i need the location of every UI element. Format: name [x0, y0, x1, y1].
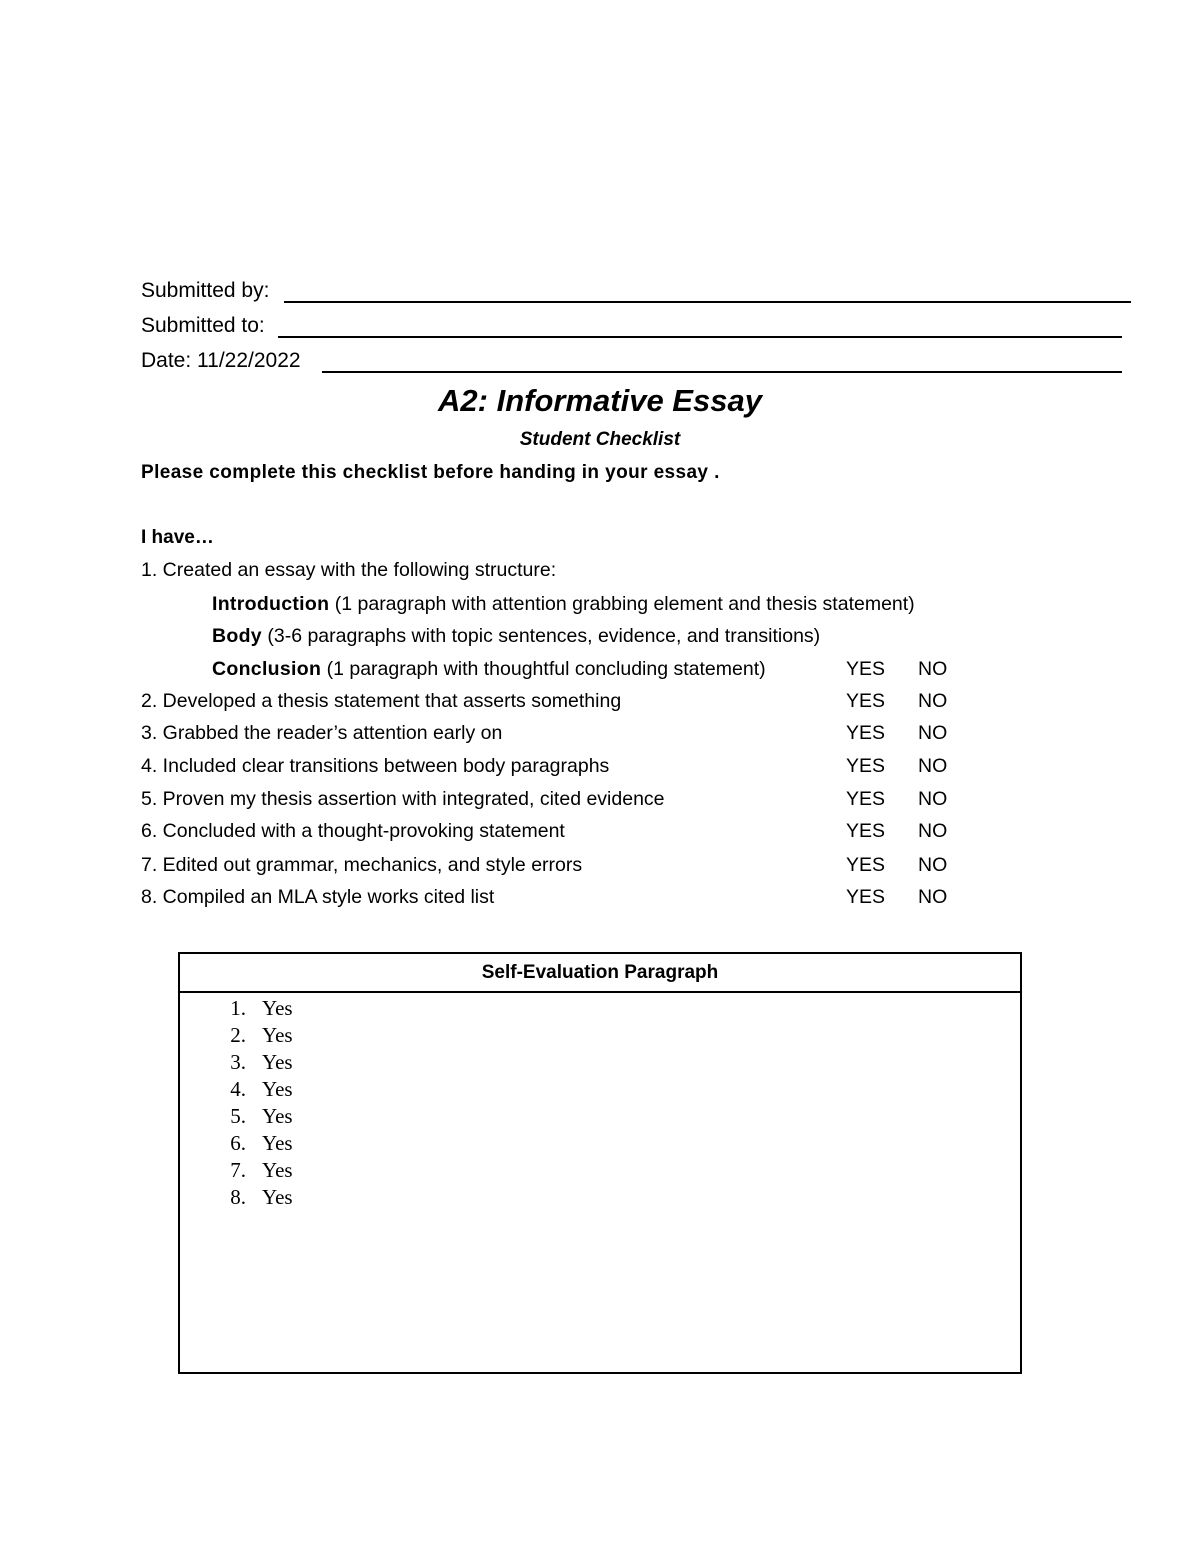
- structure-term: Body: [212, 625, 262, 647]
- yes-option[interactable]: YES: [846, 690, 886, 712]
- list-item-number: 4.: [230, 1077, 246, 1101]
- checklist-item: 5. Proven my thesis assertion with integrated, cited evidence: [141, 788, 665, 810]
- structure-introduction: [212, 590, 915, 618]
- no-option[interactable]: NO: [918, 755, 948, 777]
- no-option[interactable]: NO: [918, 722, 948, 744]
- no-option[interactable]: NO: [918, 658, 948, 680]
- submitted-by-line: [284, 301, 1131, 303]
- structure-desc: (3-6 paragraphs with topic sentences, evidence, and transitions): [261, 625, 821, 647]
- checklist-item-1: 1. Created an essay with the following structure:: [141, 559, 557, 581]
- checklist-item: 7. Edited out grammar, mechanics, and style errors: [141, 854, 583, 876]
- checklist-intro: I have…: [141, 527, 214, 548]
- yes-option[interactable]: YES: [846, 854, 886, 876]
- structure-desc: (1 paragraph with attention grabbing element and thesis statement): [329, 593, 915, 615]
- date-label: Date: 11/22/2022: [141, 349, 301, 372]
- structure-term: Introduction: [212, 593, 330, 615]
- yes-option[interactable]: YES: [846, 886, 886, 908]
- submitted-by-field: [141, 276, 269, 306]
- instructions: Please complete this checklist before handing in your essay .: [141, 462, 720, 483]
- submitted-to-field: [141, 311, 265, 341]
- checklist-item: 4. Included clear transitions between body paragraphs: [141, 755, 610, 777]
- structure-term: Conclusion: [212, 658, 322, 680]
- page-title: A2: Informative Essay: [438, 383, 762, 418]
- list-item-number: 3.: [230, 1050, 246, 1074]
- list-item-number: 7.: [230, 1158, 246, 1182]
- list-item-text: Yes: [262, 1131, 293, 1155]
- page-subtitle: Student Checklist: [519, 429, 681, 450]
- list-item-number: 1.: [230, 996, 246, 1020]
- list-item-number: 6.: [230, 1131, 246, 1155]
- no-option[interactable]: NO: [918, 820, 948, 842]
- checklist-item: 3. Grabbed the reader’s attention early on: [141, 722, 503, 744]
- list-item-text: Yes: [262, 1050, 293, 1074]
- structure-desc: (1 paragraph with thoughtful concluding statement): [321, 658, 766, 680]
- structure-conclusion: [212, 655, 766, 683]
- yes-option[interactable]: YES: [846, 755, 886, 777]
- date-field: [141, 346, 301, 376]
- list-item-text: Yes: [262, 1023, 293, 1047]
- date-line: [322, 371, 1122, 373]
- submitted-to-label: Submitted to:: [141, 314, 265, 337]
- list-item-text: Yes: [262, 1158, 293, 1182]
- self-evaluation-heading: Self-Evaluation Paragraph: [180, 954, 1020, 993]
- checklist-item: 8. Compiled an MLA style works cited list: [141, 886, 495, 908]
- no-option[interactable]: NO: [918, 690, 948, 712]
- list-item-number: 2.: [230, 1023, 246, 1047]
- submitted-by-label: Submitted by:: [141, 279, 270, 302]
- yes-option[interactable]: YES: [846, 722, 886, 744]
- structure-body: [212, 622, 820, 650]
- list-item-text: Yes: [262, 1077, 293, 1101]
- list-item-number: 8.: [230, 1185, 246, 1209]
- list-item-number: 5.: [230, 1104, 246, 1128]
- no-option[interactable]: NO: [918, 854, 948, 876]
- no-option[interactable]: NO: [918, 886, 948, 908]
- self-evaluation-box: [178, 952, 1022, 1374]
- no-option[interactable]: NO: [918, 788, 948, 810]
- yes-option[interactable]: YES: [846, 788, 886, 810]
- yes-option[interactable]: YES: [846, 658, 886, 680]
- checklist-item: 6. Concluded with a thought-provoking statement: [141, 820, 565, 842]
- list-item-text: Yes: [262, 996, 293, 1020]
- checklist-item: 2. Developed a thesis statement that asserts something: [141, 690, 622, 712]
- submitted-to-line: [278, 336, 1122, 338]
- yes-option[interactable]: YES: [846, 820, 886, 842]
- list-item-text: Yes: [262, 1185, 293, 1209]
- list-item-text: Yes: [262, 1104, 293, 1128]
